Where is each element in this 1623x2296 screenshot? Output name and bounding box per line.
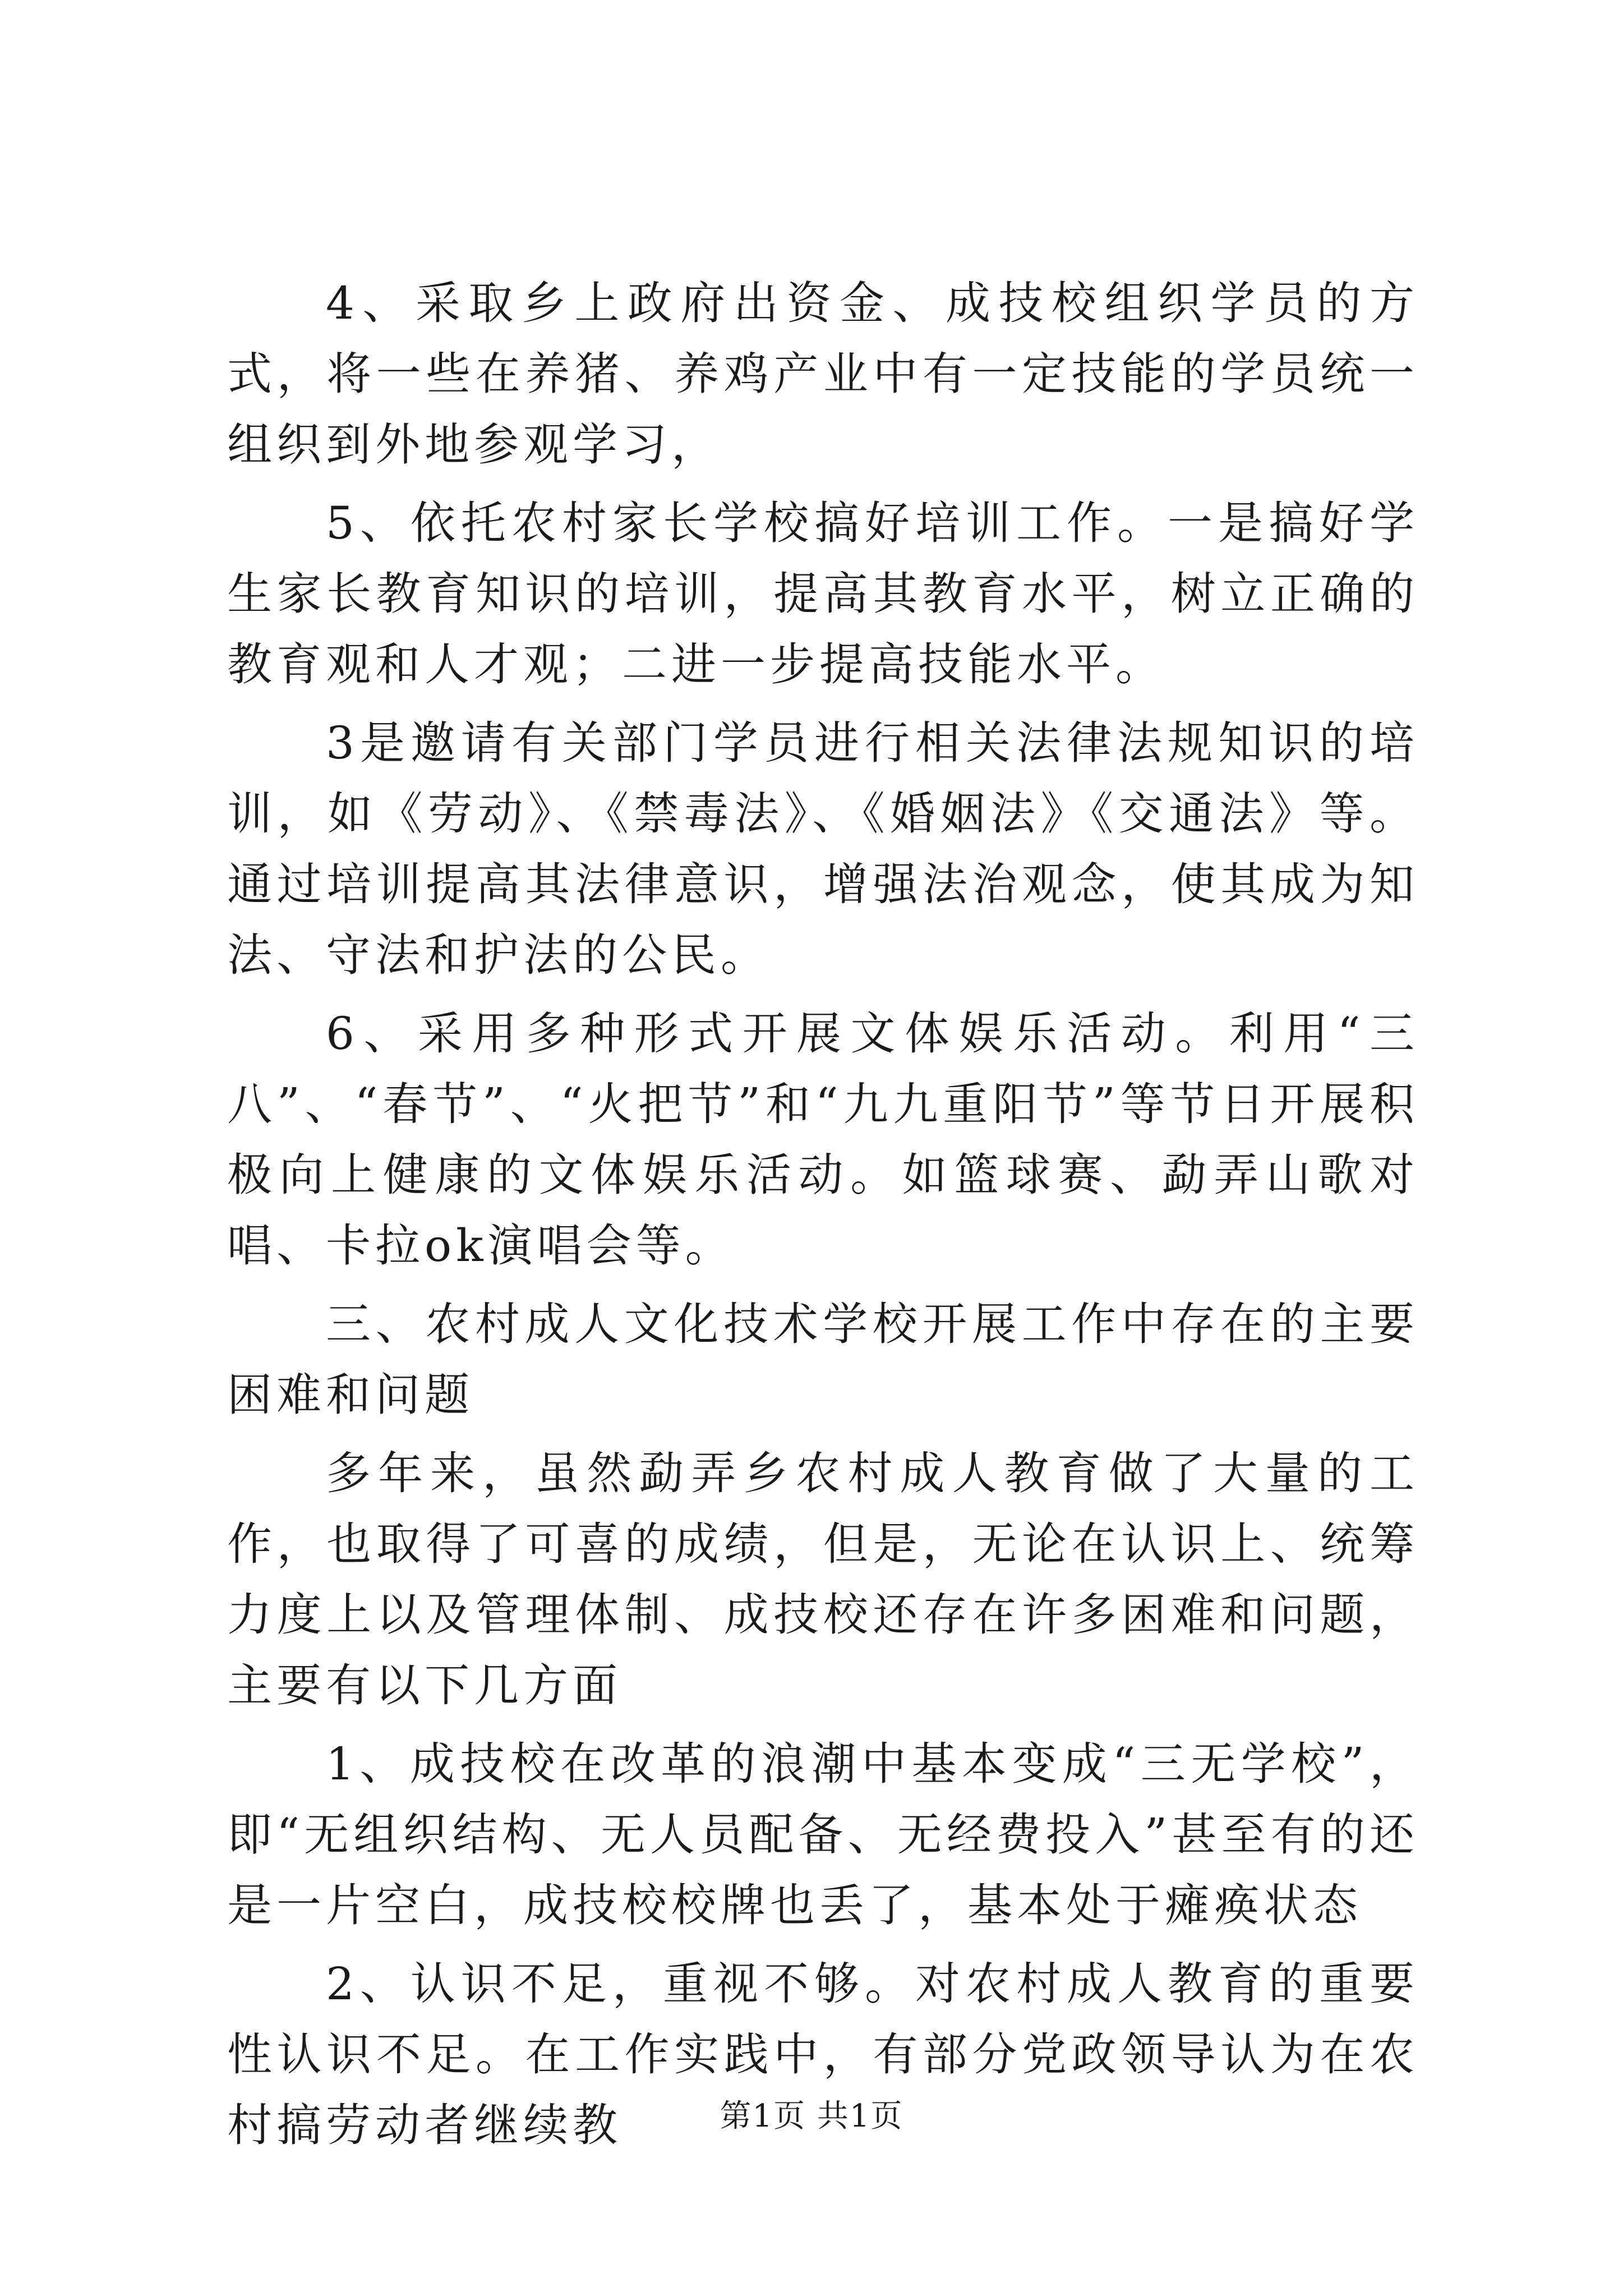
- paragraph-item-6: 6、采用多种形式开展文体娱乐活动。利用“三八”、“春节”、“火把节”和“九九重阳节”等节日开展积极向上健康的文体娱乐活动。如篮球赛、勐弄山歌对唱、卡拉ok演唱会等。: [227, 1007, 1419, 1272]
- paragraph-item-5: 5、依托农村家长学校搞好培训工作。一是搞好学生家长教育知识的培训，提高其教育水平，树立正确的教育观和人才观；二进一步提高技能水平。: [227, 497, 1419, 691]
- paragraph-overview: 多年来，虽然勐弄乡农村成人教育做了大量的工作，也取得了可喜的成绩，但是，无论在认识上、统筹力度上以及管理体制、成技校还存在许多困难和问题，主要有以下几方面: [227, 1447, 1419, 1711]
- section-heading-3: 三、农村成人文化技术学校开展工作中存在的主要困难和问题: [227, 1298, 1419, 1421]
- page-footer: 第1页 共1页: [720, 2098, 903, 2134]
- paragraph-problem-2: 2、认识不足，重视不够。对农村成人教育的重要性认识不足。在工作实践中，有部分党政领导认为在农村搞劳动者继续教: [227, 1958, 1419, 2151]
- paragraph-legal-training: 3是邀请有关部门学员进行相关法律法规知识的培训，如《劳动》、《禁毒法》、《婚姻法》《交通法》等。通过培训提高其法律意识，增强法治观念，使其成为知法、守法和护法的公民。: [227, 717, 1419, 981]
- paragraph-item-4: 4、采取乡上政府出资金、成技校组织学员的方式，将一些在养猪、养鸡产业中有一定技能的学员统一组织到外地参观学习，: [227, 277, 1419, 471]
- document-body: [227, 268, 1419, 2169]
- paragraph-problem-1: 1、成技校在改革的浪潮中基本变成“三无学校”，即“无组织结构、无人员配备、无经费投入”甚至有的还是一片空白，成技校校牌也丢了，基本处于瘫痪状态: [227, 1738, 1419, 1931]
